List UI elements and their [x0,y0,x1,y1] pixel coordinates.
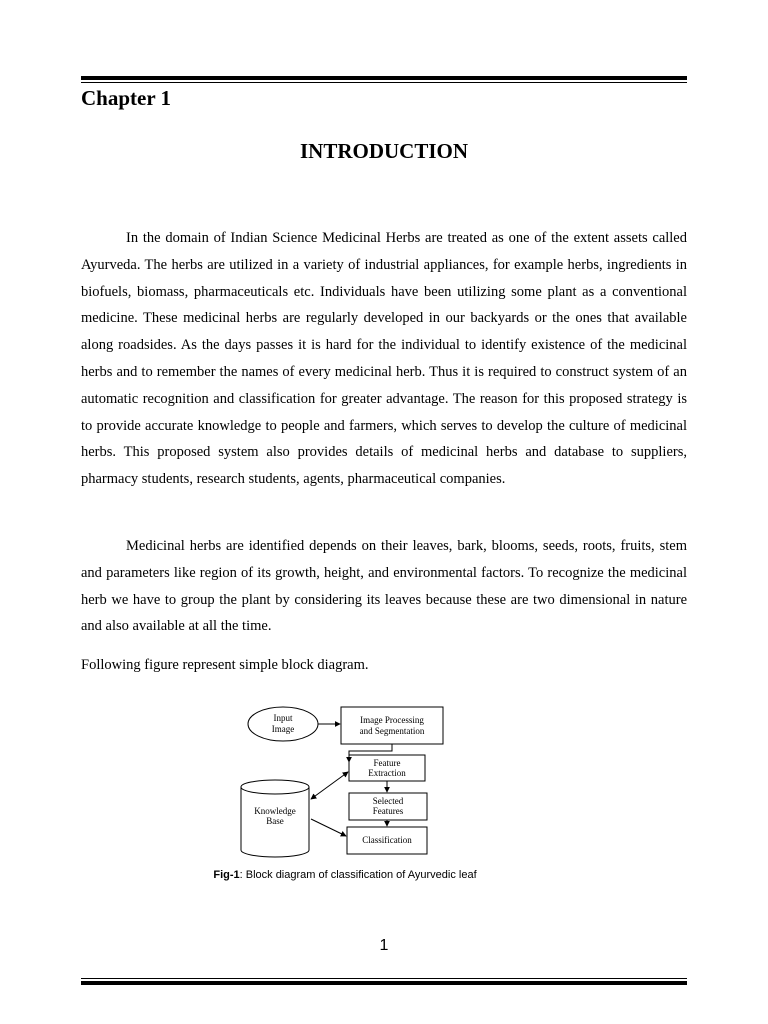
input-image-node [248,707,318,741]
figure-label: Fig-1 [213,869,240,881]
feature-extraction-node [349,755,425,781]
arrow-kb-extraction [311,772,348,799]
figure-caption-text: : Block diagram of classification of Ayurvedic leaf [239,869,477,881]
figure-caption [200,869,490,882]
feature-extraction-label-2: Extraction [368,768,406,778]
header-rule [81,76,687,83]
classification-label: Classification [362,835,412,845]
selected-features-label-2: Features [372,806,404,816]
input-image-label-2: Image [271,724,295,734]
arrow-kb-classification [311,819,346,836]
selected-features-node [349,793,427,820]
paragraph-3: Following figure represent simple block diagram. [81,657,369,673]
knowledge-base-label-1: Knowledge [254,806,296,816]
page-number: 1 [379,937,389,954]
block-diagram [236,702,448,862]
image-processing-node [341,707,443,744]
selected-features-label-1: Selected [372,796,404,806]
section-title: INTRODUCTION [299,139,469,163]
feature-extraction-label-1: Feature [373,758,401,768]
knowledge-base-label-2: Base [266,816,284,826]
image-processing-label-1: Image Processing [360,715,424,725]
classification-node [347,827,427,854]
paragraph-2: Medicinal herbs are identified depends on their leaves, bark, blooms, seeds, roots, fruits, stem and parameters like region of its growth, height, and environmental factors. To recognize the medicinal herb we have to group the plant by considering its leaves because these are two dimensional in nature and also available at all the time. [81,538,687,635]
knowledge-base-node [241,780,309,857]
paragraph-1: In the domain of Indian Science Medicinal Herbs are treated as one of the extent assets called Ayurveda. The herbs are utilized in a variety of industrial appliances, for example herbs, ingredients in biofuels, biomass, pharmaceuticals etc. Individuals have been utilizing some plant as a conventional medicine. These medicinal herbs are regularly developed in our backyards or the ones that available along roadsides. As the days passes it is hard for the individual to identify existence of the medicinal herbs and to remember the names of every medicinal herb. Thus it is required to construct system of an automatic recognition and classification for greater advantage. The reason for this proposed strategy is to provide accurate knowledge to people and farmers, which serves to develop the culture of medicinal herbs. This proposed system also provides details of medicinal herbs and database to suppliers, pharmacy students, research students, agents, pharmaceutical companies. [81,230,687,488]
footer-rule [81,978,687,985]
input-image-label-1: Input [273,713,293,723]
chapter-heading: Chapter 1 [81,86,172,110]
image-processing-label-2: and Segmentation [359,726,425,736]
